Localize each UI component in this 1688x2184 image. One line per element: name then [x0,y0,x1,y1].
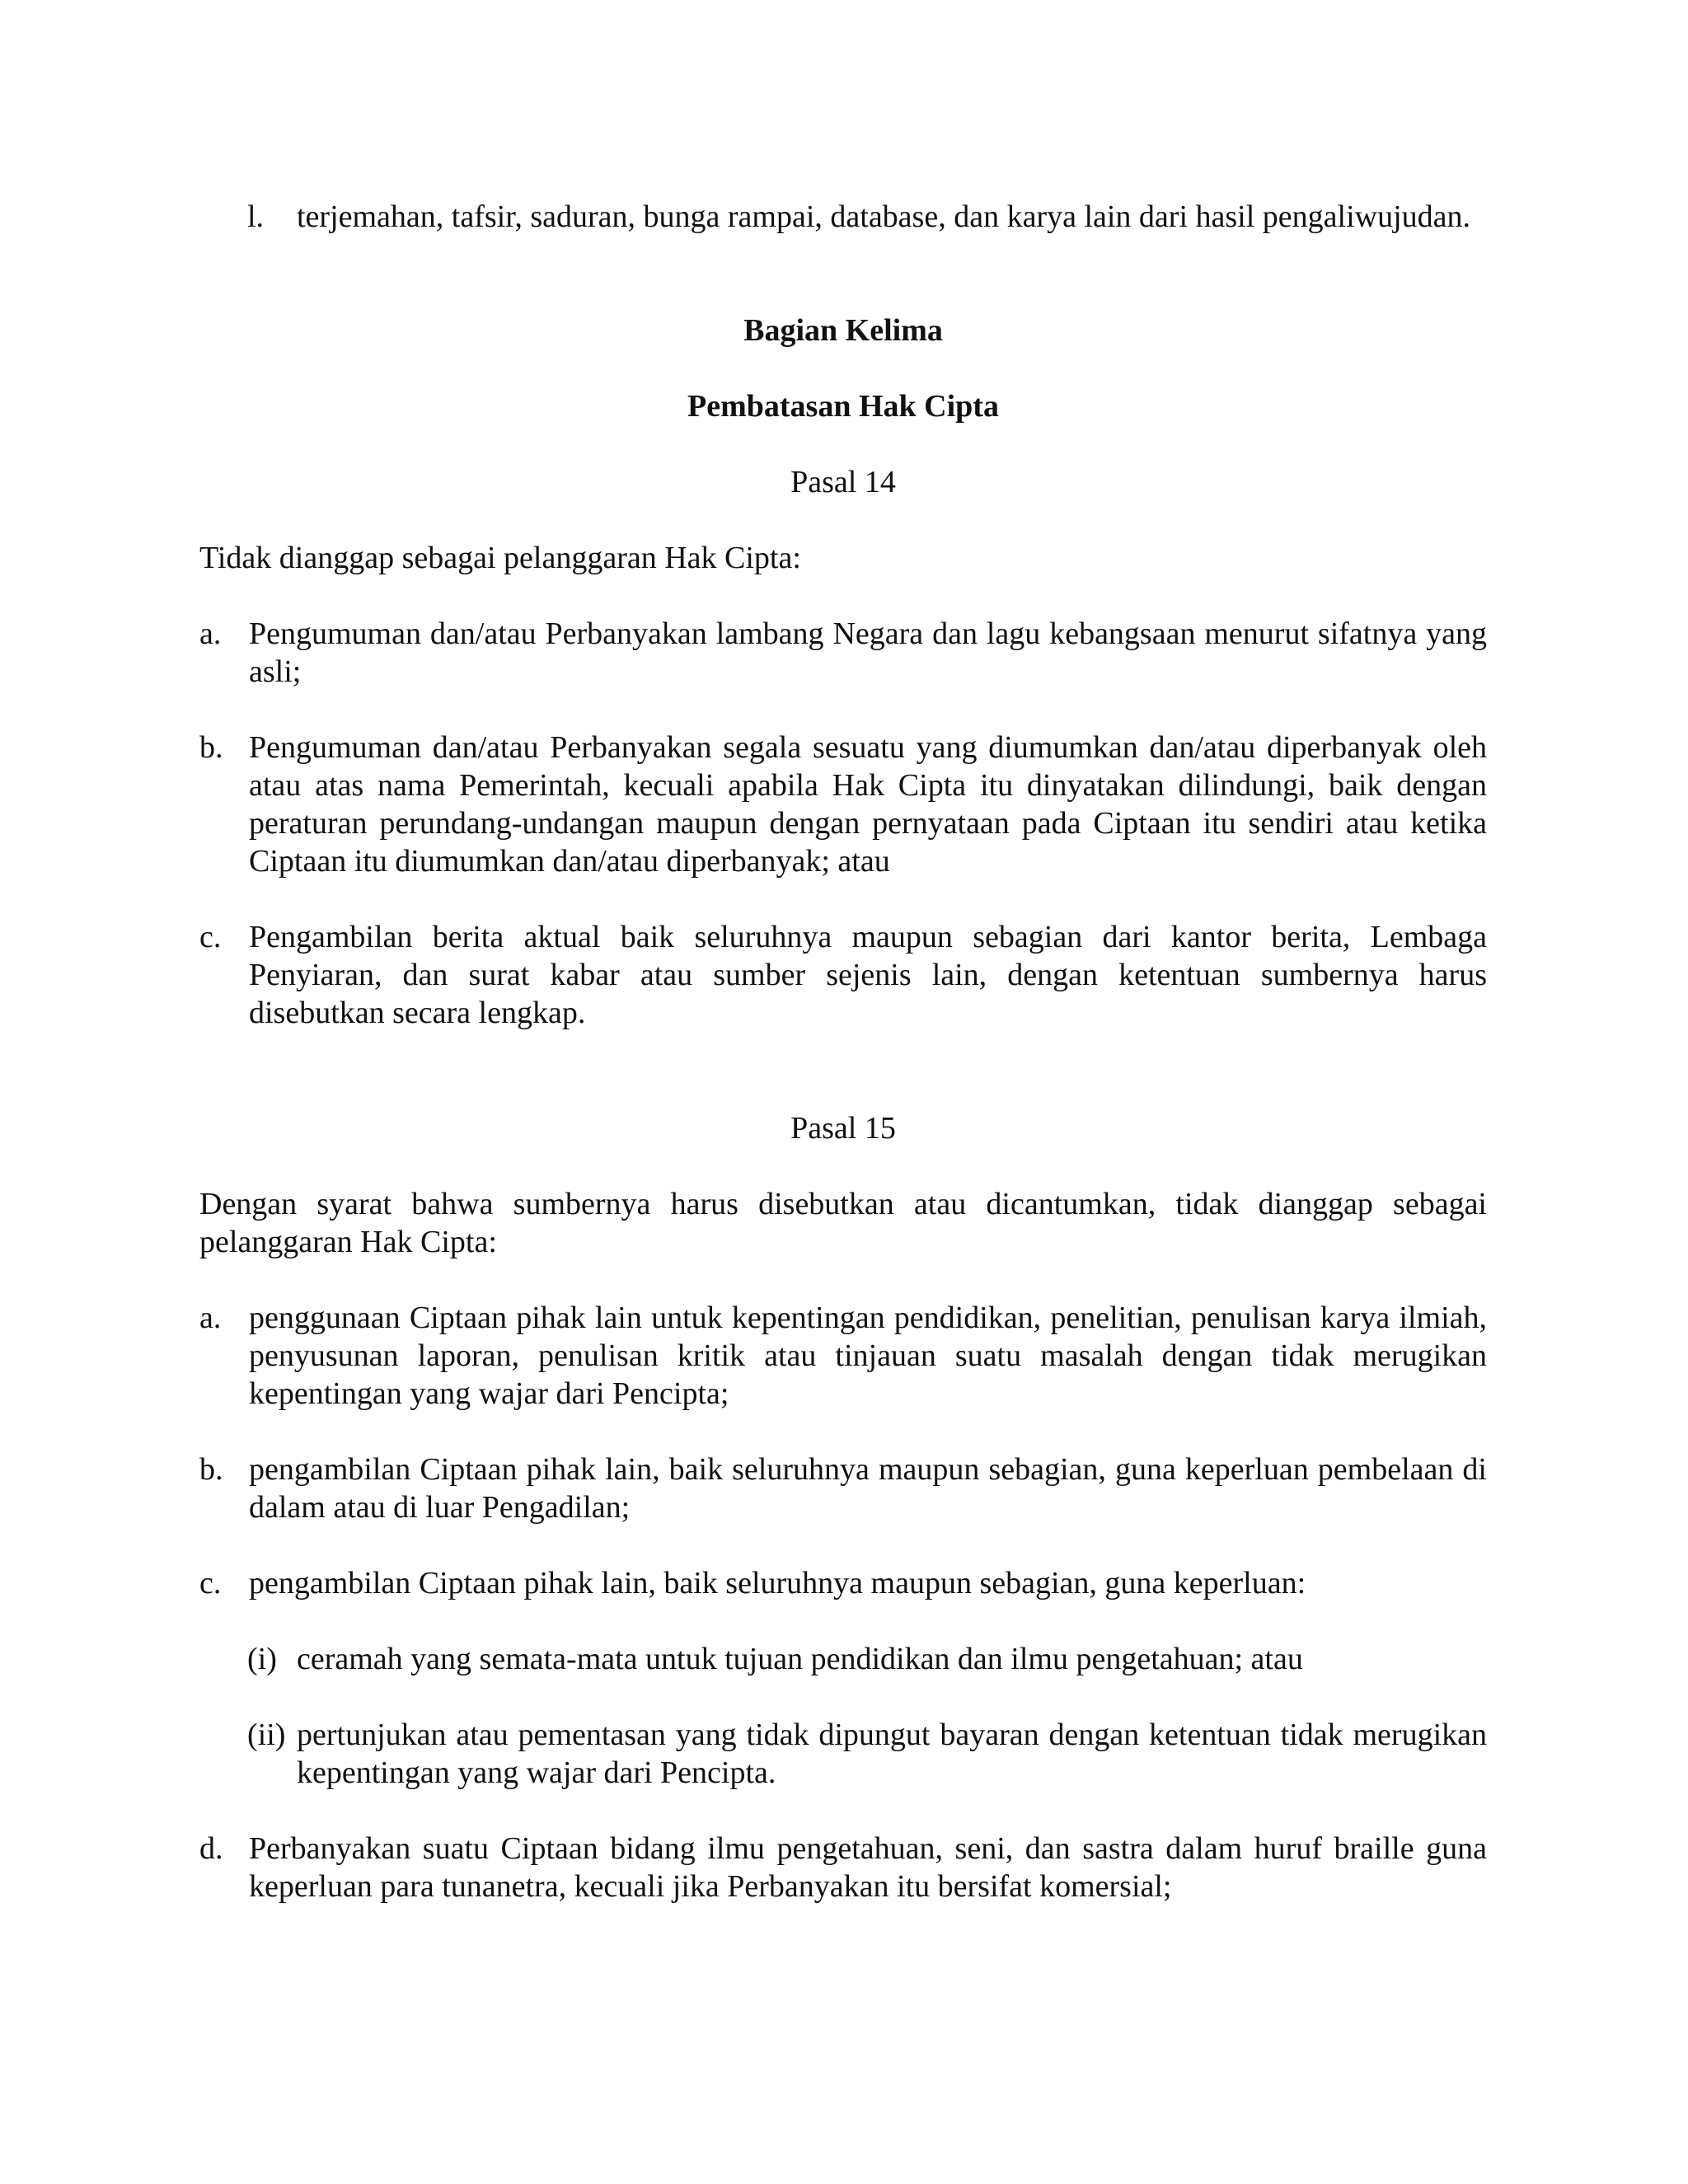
pasal-15-subitem-i [247,1640,1487,1678]
pasal-15-item-c [199,1564,1487,1602]
pasal-15-intro: Dengan syarat bahwa sumbernya harus disebutkan atau dicantumkan, tidak dianggap sebagai pelanggaran Hak Cipta: [199,1187,1487,1259]
list-marker: a. [199,1301,222,1335]
pasal-14-intro: Tidak dianggap sebagai pelanggaran Hak Cipta: [199,541,801,575]
list-item-text: Pengumuman dan/atau Perbanyakan lambang Negara dan lagu kebangsaan menurut sifatnya yang asli; [249,616,1487,689]
list-item-text: pengambilan Ciptaan pihak lain, baik seluruhnya maupun sebagian, guna keperluan pembelaan di dalam atau di luar Pengadilan; [249,1452,1487,1525]
list-marker: b. [199,1452,223,1487]
list-marker: c. [199,920,222,954]
pasal-14-heading: Pasal 14 [790,465,896,499]
list-item-text: Perbanyakan suatu Ciptaan bidang ilmu pengetahuan, seni, dan sastra dalam huruf braille guna keperluan para tunanetra, kecuali jika Perbanyakan itu bersifat komersial; [249,1831,1487,1904]
list-marker: d. [199,1831,223,1866]
list-item-text: Pengumuman dan/atau Perbanyakan segala sesuatu yang diumumkan dan/atau diperbanyak oleh atau atas nama Pemerintah, kecuali apabila Hak Cipta itu dinyatakan dilindungi, baik dengan peraturan perundang-undangan maupun dengan pernyataan pada Ciptaan itu sendiri atau ketika Ciptaan itu diumumkan dan/atau diperbanyak; atau [249,730,1487,879]
list-marker: a. [199,616,222,651]
list-marker: l. [247,199,265,234]
pasal-14-item-a [199,615,1487,691]
pasal-15-heading: Pasal 15 [790,1111,896,1146]
list-item-text: terjemahan, tafsir, saduran, bunga rampai, database, dan karya lain dari hasil pengaliwujudan. [297,199,1470,234]
list-marker: c. [199,1566,222,1601]
section-heading: Bagian Kelima [743,313,943,348]
pasal-14-item-b [199,729,1487,880]
list-item-text: pengambilan Ciptaan pihak lain, baik seluruhnya maupun sebagian, guna keperluan: [249,1566,1306,1601]
list-item-l [247,198,1487,236]
list-item-text: Pengambilan berita aktual baik seluruhnya maupun sebagian dari kantor berita, Lembaga Penyiaran, dan surat kabar atau sumber sejenis lain, dengan ketentuan sumbernya harus disebutkan secara lengkap. [249,920,1487,1030]
list-item-text: penggunaan Ciptaan pihak lain untuk kepentingan pendidikan, penelitian, penulisan karya ilmiah, penyusunan laporan, penulisan kritik atau tinjauan suatu masalah dengan tidak merugikan kepentingan yang wajar dari Pencipta; [249,1301,1487,1411]
pasal-14-item-c [199,918,1487,1032]
pasal-15-item-d [199,1830,1487,1905]
pasal-15-subitem-ii [247,1716,1487,1792]
section-title: Pembatasan Hak Cipta [687,389,999,424]
list-marker: b. [199,730,223,765]
pasal-15-item-b [199,1451,1487,1526]
list-item-text: pertunjukan atau pementasan yang tidak dipungut bayaran dengan ketentuan tidak merugikan kepentingan yang wajar dari Pencipta. [297,1718,1487,1790]
list-item-text: ceramah yang semata-mata untuk tujuan pendidikan dan ilmu pengetahuan; atau [297,1642,1303,1676]
list-marker: (i) [247,1642,277,1676]
list-marker: (ii) [247,1718,286,1752]
pasal-15-item-a [199,1299,1487,1413]
